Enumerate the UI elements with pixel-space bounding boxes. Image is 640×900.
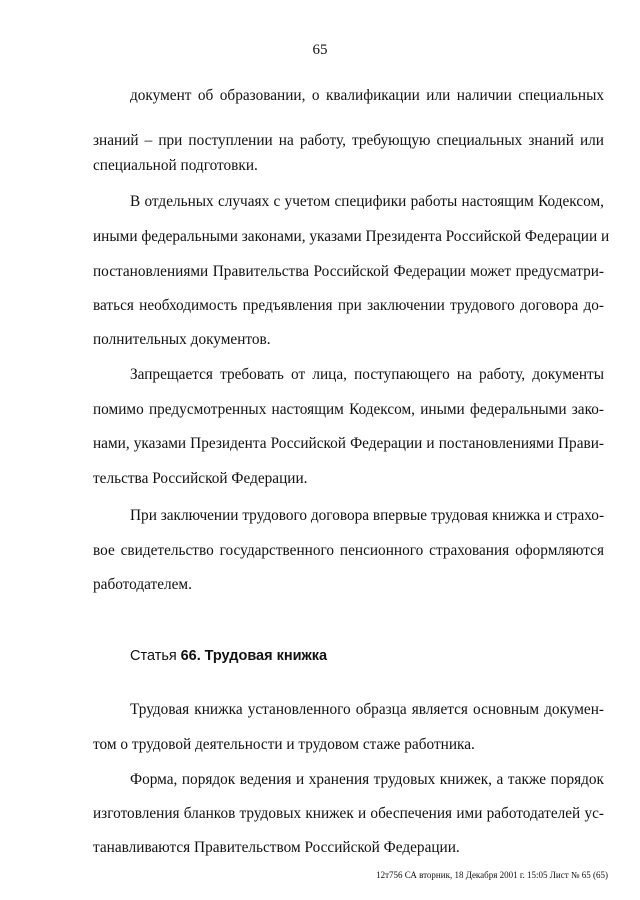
text-line: нами, указами Президента Российской Федерации и постановлениями Прави- (93, 435, 604, 452)
article-title: Трудовая книжка (204, 648, 328, 664)
text-line: В отдельных случаях с учетом специфики работы настоящим Кодексом, (130, 193, 604, 210)
text-line: танавливаются Правительством Российской Федерации. (93, 839, 460, 856)
page-number: 65 (312, 42, 328, 58)
print-footer: 12т756 СА вторник, 18 Декабря 2001 г. 15:05 Лист № 65 (65) (376, 870, 608, 880)
text-line: вое свидетельство государственного пенсионного страхования оформляются (93, 542, 604, 559)
text-line: изготовления бланков трудовых книжек и обеспечения ими работодателей ус- (93, 805, 604, 822)
text-line: ваться необходимость предъявления при заключении трудового договора до- (93, 297, 604, 314)
text-line: полнительных документов. (93, 331, 271, 348)
text-line: Запрещается требовать от лица, поступающего на работу, документы (130, 366, 604, 383)
text-line: При заключении трудового договора впервые трудовая книжка и страхо- (130, 507, 605, 524)
text-line: специальной подготовки. (93, 157, 258, 174)
text-line: работодателем. (93, 576, 192, 593)
text-line: том о трудовой деятельности и трудовом стаже работника. (93, 736, 475, 753)
text-line: помимо предусмотренных настоящим Кодексом, иными федеральными зако- (93, 401, 604, 418)
article-number: 66. (180, 648, 201, 664)
text-line: постановлениями Правительства Российской Федерации может предусматри- (93, 263, 604, 280)
text-line: знаний – при поступлении на работу, требующую специальных знаний или (93, 132, 604, 149)
article-keyword: Статья (130, 648, 177, 664)
text-line: иными федеральными законами, указами Президента Российской Федерации и (93, 228, 610, 245)
text-line: документ об образовании, о квалификации или наличии специальных (130, 87, 604, 104)
text-line: Форма, порядок ведения и хранения трудовых книжек, а также порядок (130, 771, 604, 788)
text-line: Трудовая книжка установленного образца является основным докумен- (130, 701, 604, 718)
text-line: тельства Российской Федерации. (93, 470, 308, 487)
article-heading (130, 644, 327, 668)
